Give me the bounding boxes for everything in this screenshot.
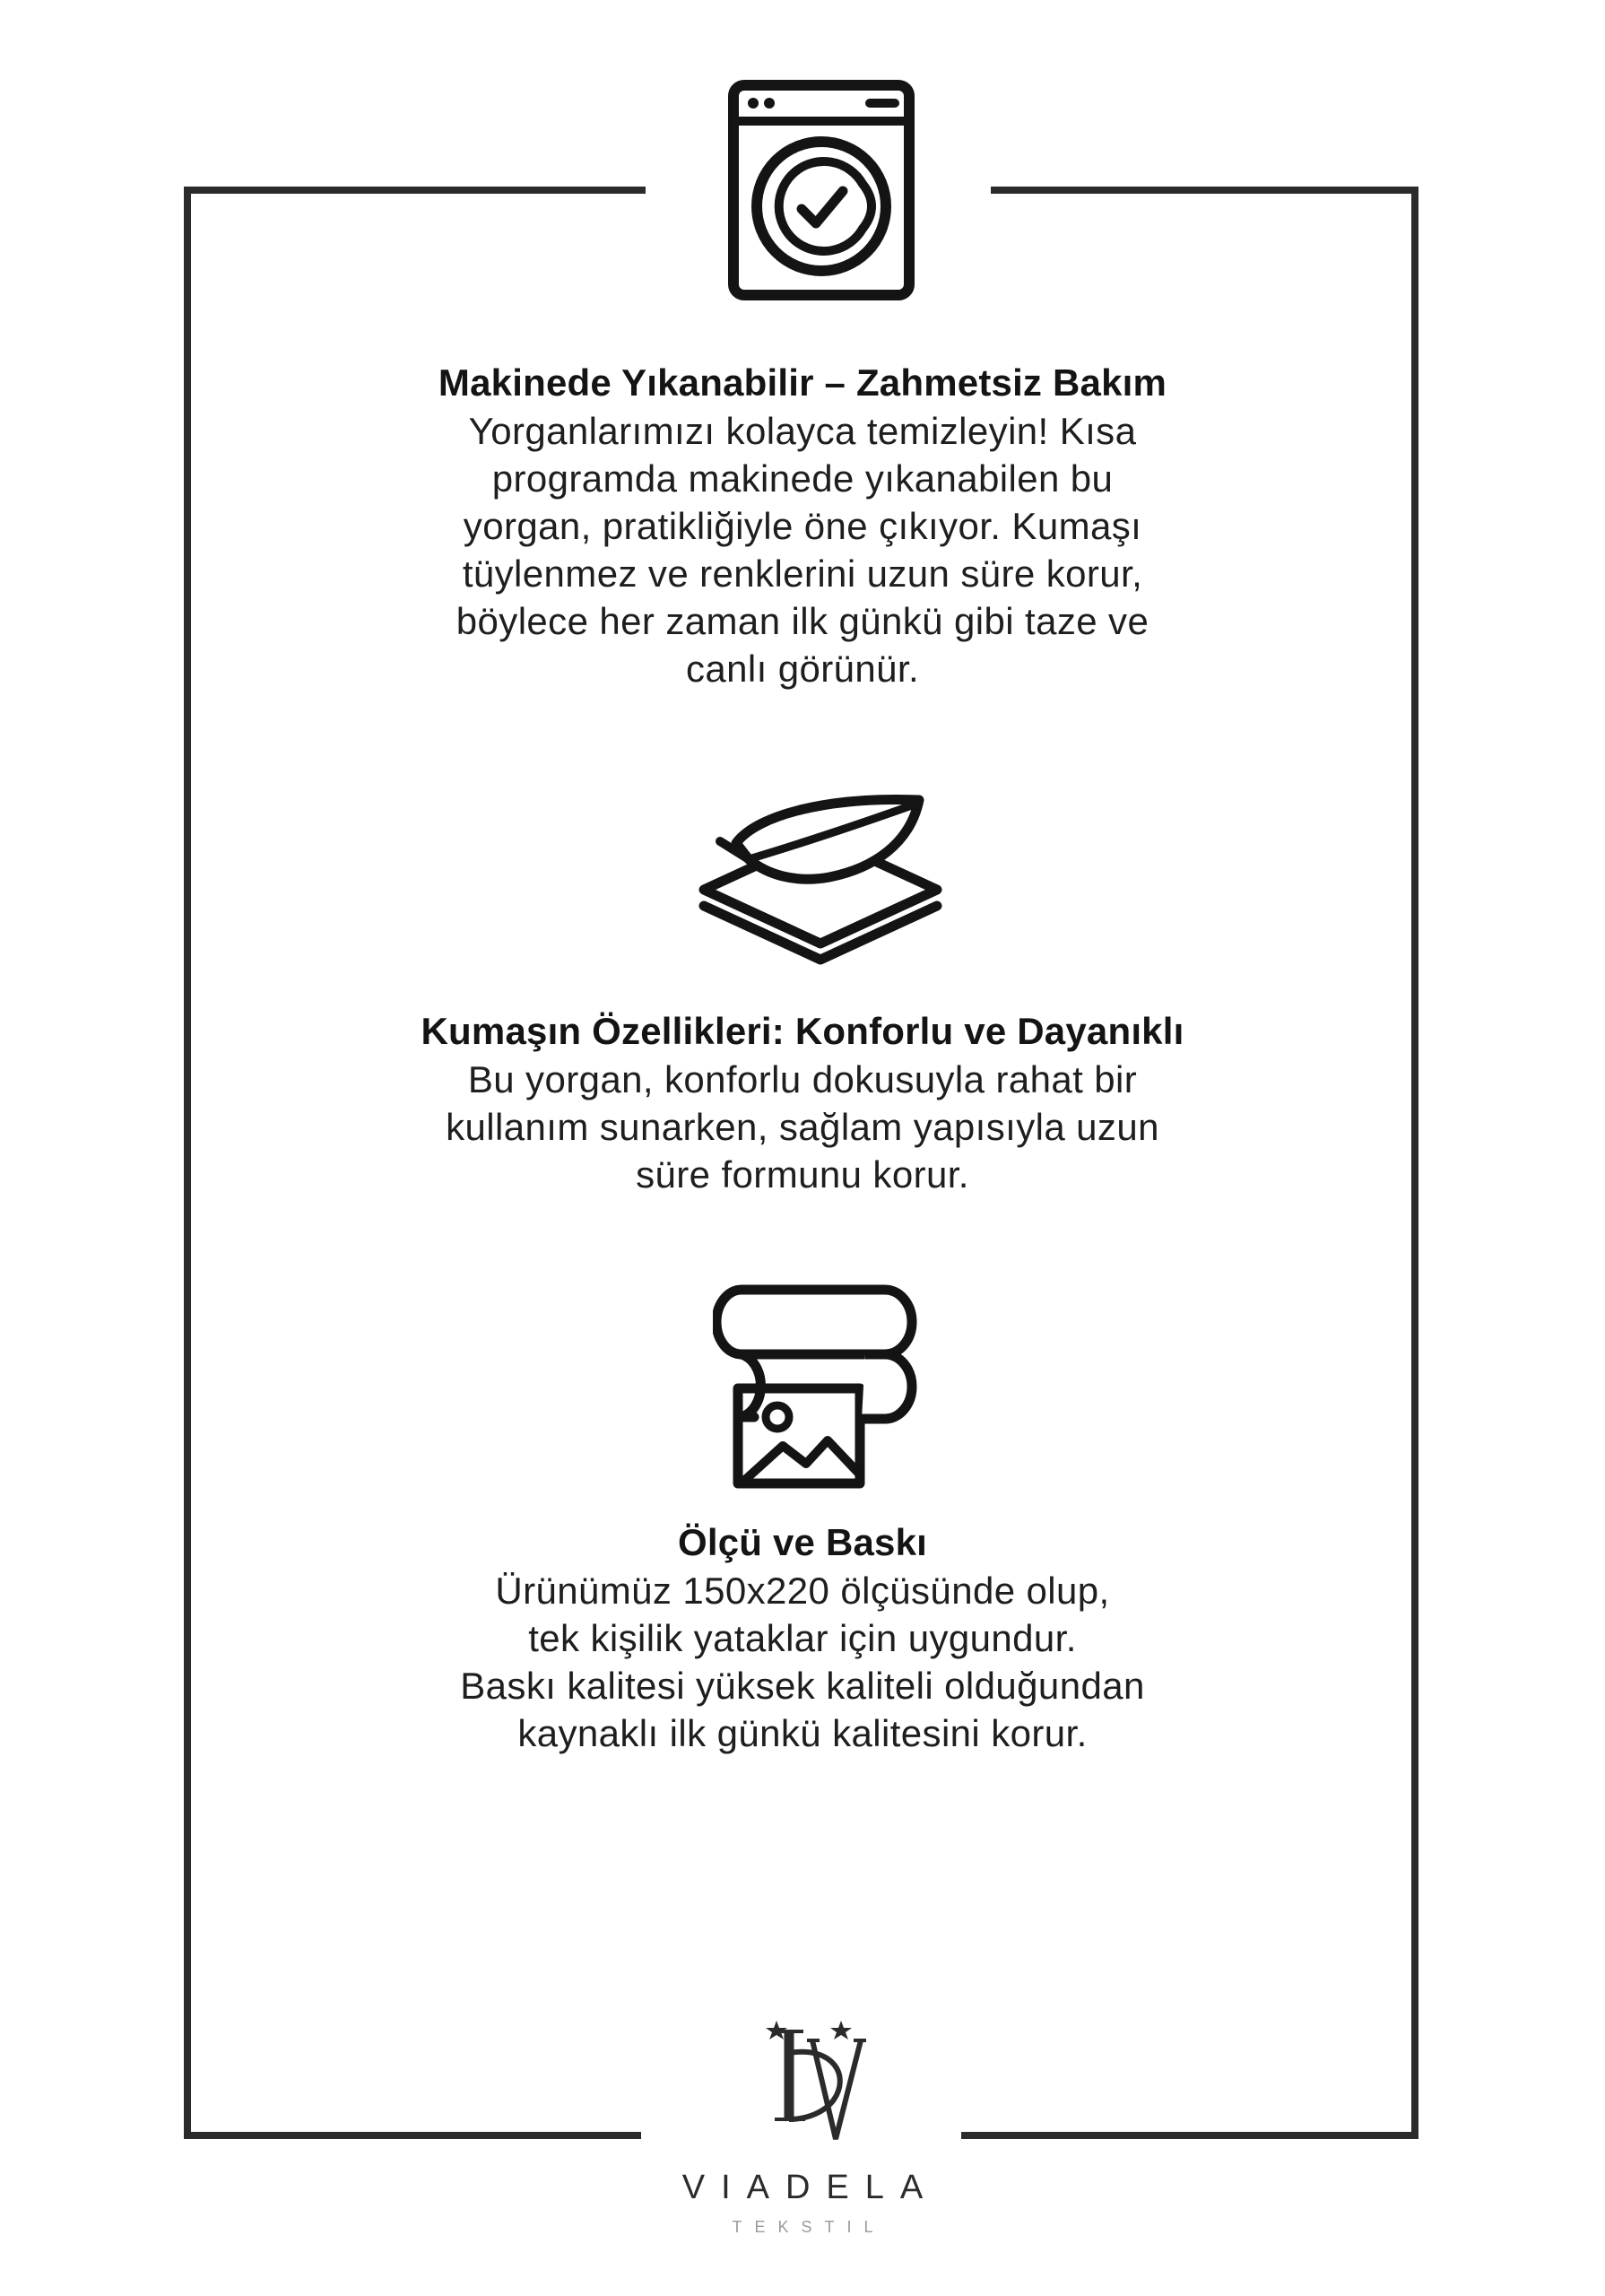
- fabric-roll-print-icon: [713, 1283, 921, 1491]
- section-title: Ölçü ve Baskı: [677, 1521, 928, 1563]
- section-title: Kumaşın Özellikleri: Konforlu ve Dayanıklı: [421, 1010, 1184, 1052]
- frame-top-left: [184, 187, 646, 194]
- section-text-line: programda makinede yıkanabilen bu: [491, 457, 1114, 500]
- section-text-line: Ürünümüz 150x220 ölçüsünde olup,: [495, 1570, 1110, 1612]
- section-text-line: süre formunu korur.: [636, 1153, 969, 1196]
- section-text-line: Yorganlarımızı kolayca temizleyin! Kısa: [468, 410, 1137, 452]
- section-text-line: tüylenmez ve renklerini uzun süre korur,: [462, 552, 1143, 595]
- section-text-line: Baskı kalitesi yüksek kaliteli olduğundan: [460, 1665, 1145, 1707]
- section-text-line: canlı görünür.: [685, 648, 920, 690]
- frame-bottom-right: [961, 2132, 1418, 2139]
- washing-machine-icon: [726, 78, 916, 302]
- section-title: Makinede Yıkanabilir – Zahmetsiz Bakım: [438, 361, 1167, 404]
- section-text-line: kullanım sunarken, sağlam yapısıyla uzun: [446, 1106, 1159, 1148]
- viadela-monogram-logo: [735, 2013, 870, 2148]
- section-text-line: tek kişilik yataklar için uygundur.: [528, 1617, 1077, 1659]
- section-fabric-features: [0, 1007, 1605, 1198]
- section-text-line: kaynaklı ilk günkü kalitesini korur.: [517, 1712, 1088, 1754]
- frame-bottom-left: [184, 2132, 641, 2139]
- frame-top-right: [991, 187, 1418, 194]
- feather-fabric-layers-icon: [695, 789, 946, 978]
- section-text-line: Bu yorgan, konforlu dokusuyla rahat bir: [467, 1058, 1138, 1100]
- section-size-print: [0, 1518, 1605, 1757]
- brand-subtitle: TEKSTIL: [732, 2218, 886, 2236]
- section-machine-washable: [0, 359, 1605, 692]
- brand-name: VIADELA: [681, 2169, 940, 2206]
- section-text-line: yorgan, pratikliğiyle öne çıkıyor. Kumaşı: [463, 505, 1142, 547]
- section-text-line: böylece her zaman ilk günkü gibi taze ve: [455, 600, 1150, 642]
